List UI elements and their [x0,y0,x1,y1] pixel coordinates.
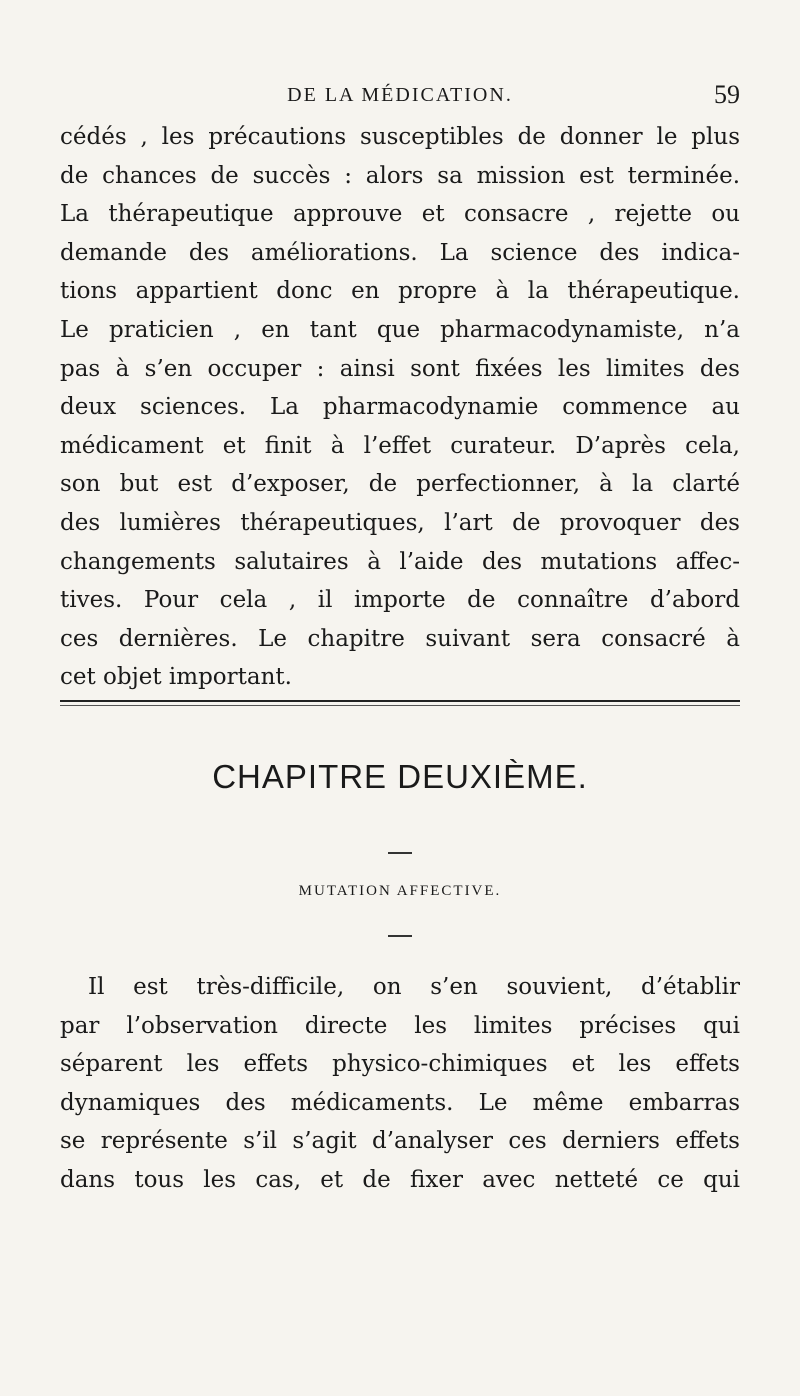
text-line: son but est d’exposer, de perfectionner, à la clarté [60,471,740,498]
paragraph-2 [60,968,740,1200]
section-rule-thin [60,705,740,706]
text-line: La thérapeutique approuve et consacre , rejette ou [60,201,740,228]
text-line: pas à s’en occuper : ainsi sont fixées les limites des [60,355,740,382]
text-line: des lumières thérapeutiques, l’art de provoquer des [60,509,740,536]
text-line: tions appartient donc en propre à la thérapeutique. [60,278,740,305]
chapter-title: CHAPITRE DEUXIÈME. [212,758,588,795]
text-line: cédés , les précautions susceptibles de donner le plus [60,124,740,150]
text-line: médicament et finit à l’effet curateur. D’après cela, [60,432,740,459]
text-line: dynamiques des médicaments. Le même embarras [60,1089,740,1116]
dash-divider [388,935,412,937]
text-line: par l’observation directe les limites précises qui [60,1012,740,1039]
text-line: Il est très-difficile, on s’en souvient, d’établir [88,974,740,1000]
text-line: changements salutaires à l’aide des mutations affec- [60,548,740,575]
text-line: cet objet important. [60,664,292,691]
dash-divider [388,852,412,854]
text-line: dans tous les cas, et de fixer avec netteté ce qui [60,1166,740,1193]
text-line: séparent les effets physico-chimiques et les effets [60,1051,740,1078]
running-head [60,80,740,112]
text-line: de chances de succès : alors sa mission est terminée. [60,162,740,189]
text-line: se représente s’il s’agit d’analyser ces derniers effets [60,1128,740,1155]
text-line: demande des améliorations. La science des indica- [60,239,740,266]
page-number: 59 [714,80,740,109]
chapter-subtitle: MUTATION AFFECTIVE. [298,883,502,899]
text-line: tives. Pour cela , il importe de connaître d’abord [60,587,740,614]
paragraph-1 [60,118,740,697]
text-line: Le praticien , en tant que pharmacodynamiste, n’a [60,316,740,343]
section-rule [60,700,740,702]
running-title: DE LA MÉDICATION. [287,84,513,106]
text-line: ces dernières. Le chapitre suivant sera consacré à [60,625,740,652]
text-line: deux sciences. La pharmacodynamie commence au [60,394,740,421]
